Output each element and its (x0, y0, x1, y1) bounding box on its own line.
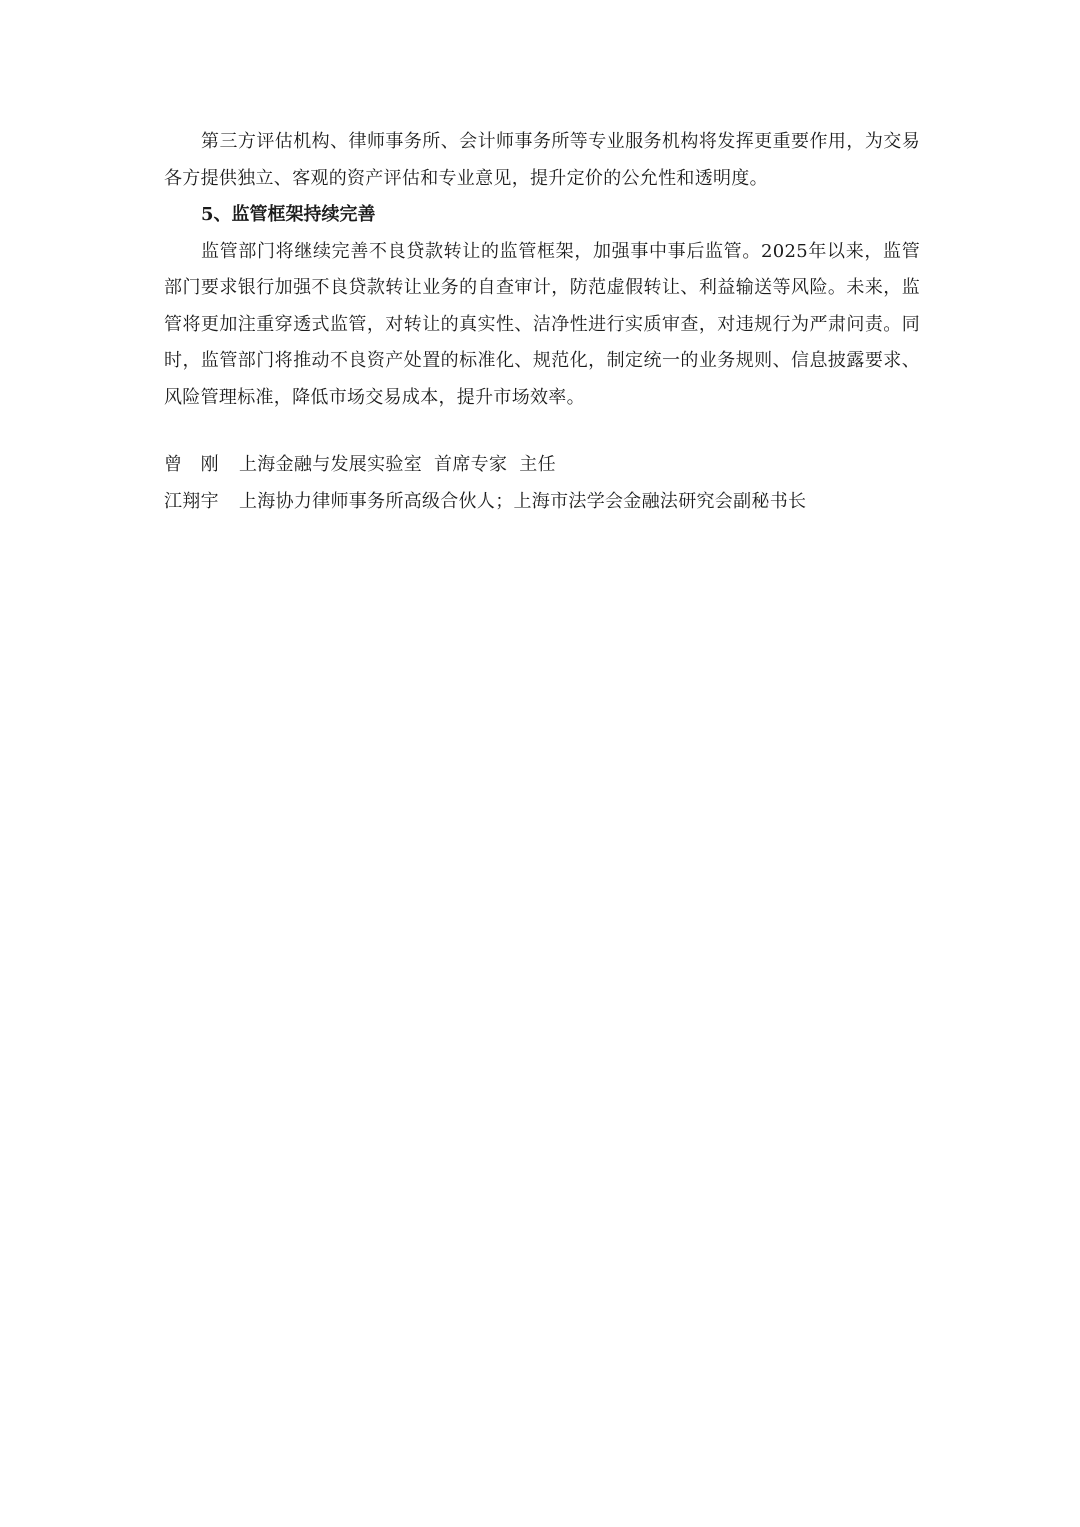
author-name: 江翔宇 (164, 491, 219, 512)
author-row (164, 483, 920, 520)
author-list (164, 446, 920, 520)
author-row (164, 446, 920, 483)
body-paragraph-2: 监管部门将继续完善不良贷款转让的监管框架，加强事中事后监管。2025年以来，监管部门要求银行加强不良贷款转让业务的自查审计，防范虚假转让、利益输送等风险。未来，监管将更加注重穿透式监管，对转让的真实性、洁净性进行实质审查，对违规行为严肃问责。同时，监管部门将推动不良资产处置的标准化、规范化，制定统一的业务规则、信息披露要求、风险管理标准，降低市场交易成本，提升市场效率。 (164, 240, 920, 408)
author-name: 曾 刚 (164, 454, 219, 475)
body-paragraph-1: 第三方评估机构、律师事务所、会计师事务所等专业服务机构将发挥更重要作用，为交易各方提供独立、客观的资产评估和专业意见，提升定价的公允性和透明度。 (164, 131, 920, 189)
author-title: 上海金融与发展实验室 首席专家 主任 (239, 454, 556, 475)
section-heading: 5、监管框架持续完善 (201, 204, 376, 225)
document-page (164, 124, 920, 520)
author-title: 上海协力律师事务所高级合伙人；上海市法学会金融法研究会副秘书长 (239, 491, 807, 512)
